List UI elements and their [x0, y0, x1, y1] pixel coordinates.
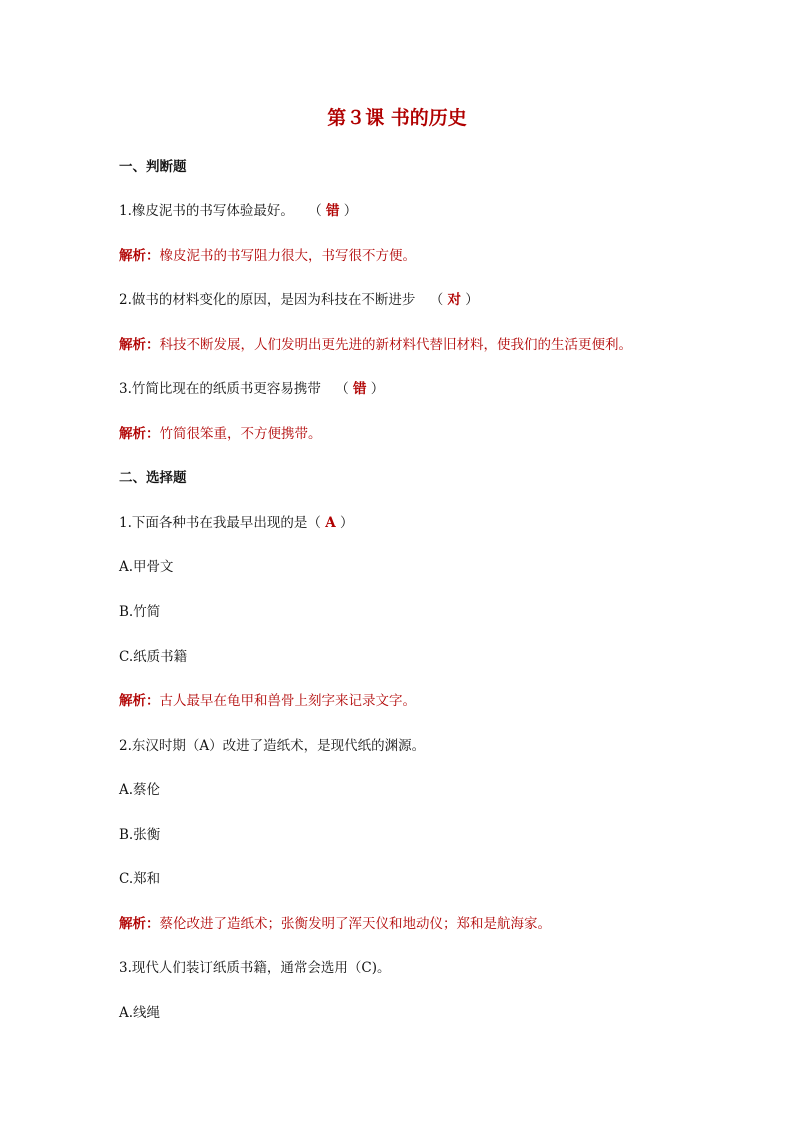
answer-open-paren: （: [335, 381, 349, 397]
answer-mark: A: [325, 515, 336, 531]
explanation-text: 橡皮泥书的书写阻力很大，书写很不方便。: [159, 248, 416, 264]
question-text: 2.做书的材料变化的原因，是因为科技在不断进步: [119, 292, 416, 308]
question-2-choice: 2.东汉时期（A）改进了造纸术，是现代纸的渊源。: [119, 738, 426, 754]
answer-open-paren: （: [308, 203, 322, 219]
explanation-label: 解析：: [119, 248, 160, 264]
section-heading-choice: 二、选择题: [119, 470, 187, 486]
option-c: C.郑和: [119, 871, 161, 887]
question-text: 1.下面各种书在我最早出现的是（: [119, 515, 321, 531]
answer-close-paren: ）: [465, 292, 479, 308]
question-text: 1.橡皮泥书的书写体验最好。: [119, 203, 294, 219]
question-2-judgement: [119, 291, 479, 309]
question-text: 3.竹简比现在的纸质书更容易携带: [119, 381, 321, 397]
explanation-3-judgement: [119, 425, 322, 443]
answer-open-paren: （: [429, 292, 444, 308]
explanation-label: 解析：: [119, 337, 160, 353]
explanation-text: 蔡伦改进了造纸术；张衡发明了浑天仪和地动仪；郑和是航海家。: [159, 916, 551, 932]
answer-close-paren: ）: [343, 203, 358, 219]
page-title: 第３课 书的历史: [327, 107, 467, 129]
option-a: A.蔡伦: [119, 782, 161, 798]
answer-close-paren: ）: [370, 381, 385, 397]
option-a: A.甲骨文: [119, 559, 174, 575]
explanation-text: 竹简很笨重，不方便携带。: [159, 426, 322, 442]
section-heading-judgement: 一、判断题: [119, 159, 187, 175]
answer-mark: 错: [352, 381, 367, 397]
explanation-2-choice: [119, 915, 551, 933]
option-b: B.张衡: [119, 827, 161, 843]
explanation-label: 解析：: [119, 693, 160, 709]
explanation-text: 科技不断发展，人们发明出更先进的新材料代替旧材料，使我们的生活更便利。: [159, 337, 632, 353]
option-a: A.线绳: [119, 1005, 161, 1021]
explanation-1-choice: [119, 692, 416, 710]
question-3-choice: 3.现代人们装订纸质书籍，通常会选用（C)。: [119, 960, 391, 976]
option-c: C.纸质书籍: [119, 649, 188, 665]
explanation-1-judgement: [119, 247, 416, 265]
answer-close-paren: ）: [339, 515, 354, 531]
explanation-label: 解析：: [119, 916, 160, 932]
option-b: B.竹简: [119, 604, 161, 620]
explanation-text: 古人最早在龟甲和兽骨上刻字来记录文字。: [159, 693, 416, 709]
question-1-choice: [119, 514, 353, 532]
explanation-label: 解析：: [119, 426, 160, 442]
question-3-judgement: [119, 380, 384, 398]
explanation-2-judgement: [119, 336, 632, 354]
answer-mark: 对: [447, 292, 461, 308]
answer-mark: 错: [325, 203, 340, 219]
question-1-judgement: [119, 202, 357, 220]
